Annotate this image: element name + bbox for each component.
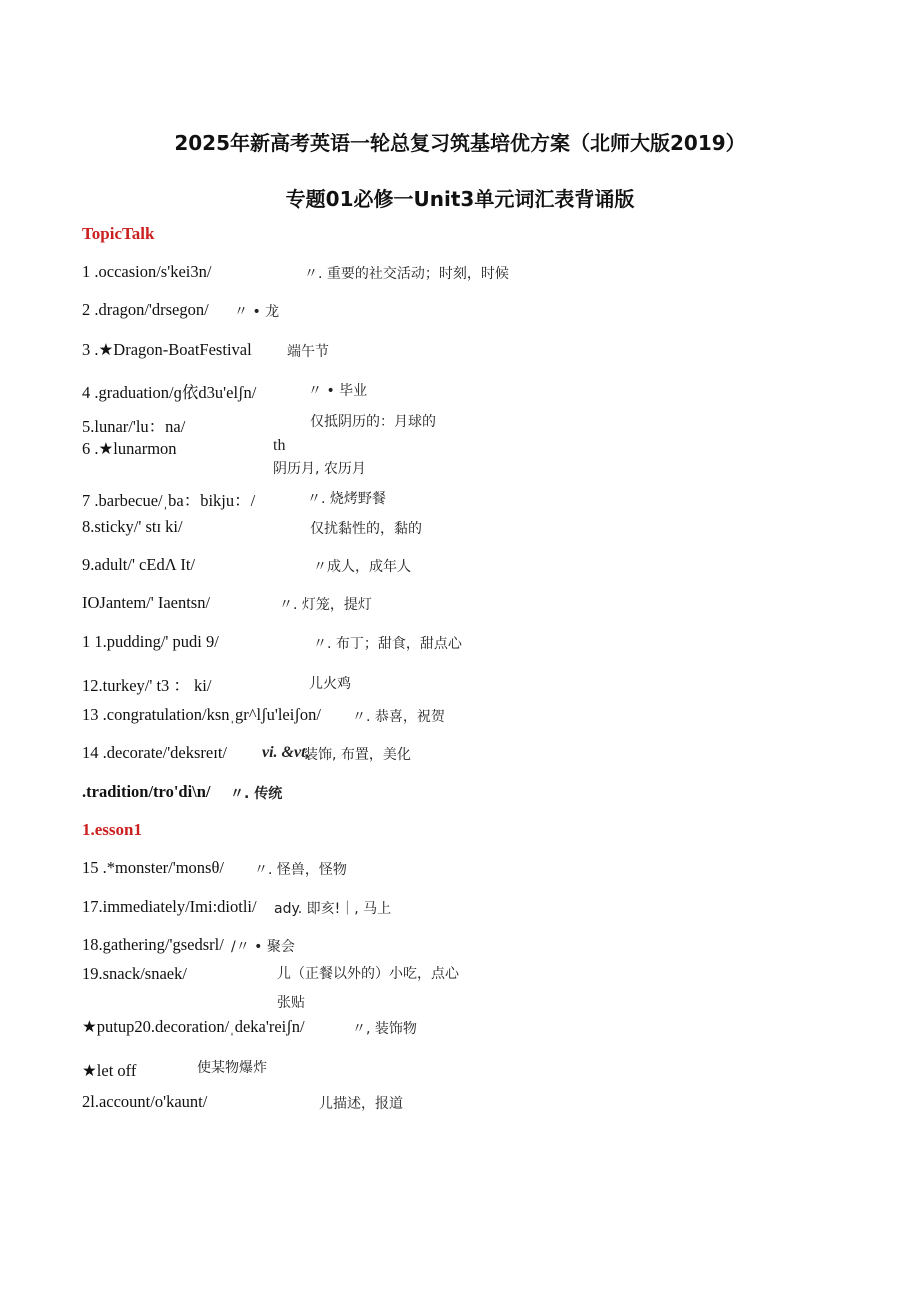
vocab-meaning: 儿火鸡 (309, 676, 351, 692)
vocab-word: 5.lunar/'lu：na/ (82, 417, 186, 436)
vocab-meaning: 〃. 恭喜，祝贺 (352, 709, 445, 725)
section-heading-lesson1: 1.esson1 (82, 820, 142, 839)
vocab-meaning: 装饰, 布置，美化 (304, 747, 411, 763)
document-title: 2025年新高考英语一轮总复习筑基培优方案（北师大版2019） (174, 131, 746, 155)
vocab-word: 2 .dragon/'drsegon/ (82, 300, 209, 319)
vocab-word: 2l.account/o'kaunt/ (82, 1092, 208, 1111)
vocab-word: ★let off (82, 1061, 137, 1080)
vocab-meaning: 〃. 怪兽，怪物 (254, 862, 347, 878)
vocab-meaning: 〃. 烧烤野餐 (307, 491, 386, 507)
vocab-word: 1 .occasion/s'kei3n/ (82, 262, 212, 281)
vocab-meaning: 〃 • 毕业 (308, 383, 368, 399)
vocab-meaning-fragment: th (273, 437, 286, 454)
vocab-word: 17.immediately/Imi:diotli/ (82, 897, 257, 916)
vocab-word: 3 .★Dragon-BoatFestival (82, 340, 252, 359)
vocab-word: 18.gathering/'gsedsrl/ (82, 935, 224, 954)
vocab-word: 13 .congratulation/ksnˌgr^lʃu'leiʃon/ (82, 705, 321, 724)
vocab-word: 4 .graduation/ɡ依d3u'elʃn/ (82, 383, 257, 402)
vocab-meaning: 〃 • 龙 (234, 304, 280, 320)
vocab-meaning: 张贴 (277, 995, 305, 1011)
vocab-word: .tradition/tro'di\n/ (82, 782, 211, 801)
vocab-meaning: 〃. 灯笼，提灯 (279, 597, 372, 613)
vocab-meaning: ady. 即亥!｜, 马上 (274, 901, 392, 917)
section-heading-topic-talk: TopicTalk (82, 224, 155, 243)
vocab-word: 8.sticky/' stɪ ki/ (82, 517, 183, 536)
vocab-meaning: 〃, 装饰物 (352, 1021, 417, 1037)
vocab-part-of-speech: vi. &vt, (262, 744, 310, 761)
document-subtitle: 专题01必修一Unit3单元词汇表背诵版 (285, 187, 635, 211)
vocab-meaning: 仅抵阴历的：月球的 (310, 414, 436, 430)
vocab-meaning: /〃 • 聚会 (231, 939, 295, 955)
vocab-meaning: 〃. 传统 (230, 786, 283, 802)
vocab-meaning: 阴历月, 农历月 (273, 461, 366, 477)
vocab-meaning: 仅扰黏性的，黏的 (310, 521, 422, 537)
vocab-word: ★putup20.decoration/ˌdeka'reiʃn/ (82, 1017, 305, 1036)
vocab-word: 9.adult/' cEdΛ It/ (82, 555, 196, 574)
vocab-word: 6 .★lunarmon (82, 439, 177, 458)
vocab-word: 15 .*monster/'monsθ/ (82, 858, 224, 877)
vocab-meaning: 儿描述，报道 (319, 1096, 403, 1112)
vocab-word: IOJantem/' Iaentsn/ (82, 593, 211, 612)
vocab-word: 19.snack/snaek/ (82, 964, 187, 983)
vocab-meaning: 端午节 (287, 344, 329, 360)
vocab-word: 1 1.pudding/' pudi 9/ (82, 632, 219, 651)
vocab-meaning: 使某物爆炸 (197, 1060, 267, 1076)
vocab-meaning: 〃成人，成年人 (313, 559, 411, 575)
vocab-meaning: 〃. 布丁；甜食，甜点心 (313, 636, 462, 652)
vocab-word: 14 .decorate/'deksreɪt/ (82, 743, 227, 762)
vocab-meaning: 〃. 重要的社交活动；时刻，时候 (304, 266, 509, 282)
vocab-meaning: 儿（正餐以外的）小吃，点心 (277, 966, 459, 982)
vocab-word: 12.turkey/' t3 ： ki/ (82, 676, 212, 695)
vocab-word: 7 .barbecue/ˌba：bikju：/ (82, 491, 256, 510)
